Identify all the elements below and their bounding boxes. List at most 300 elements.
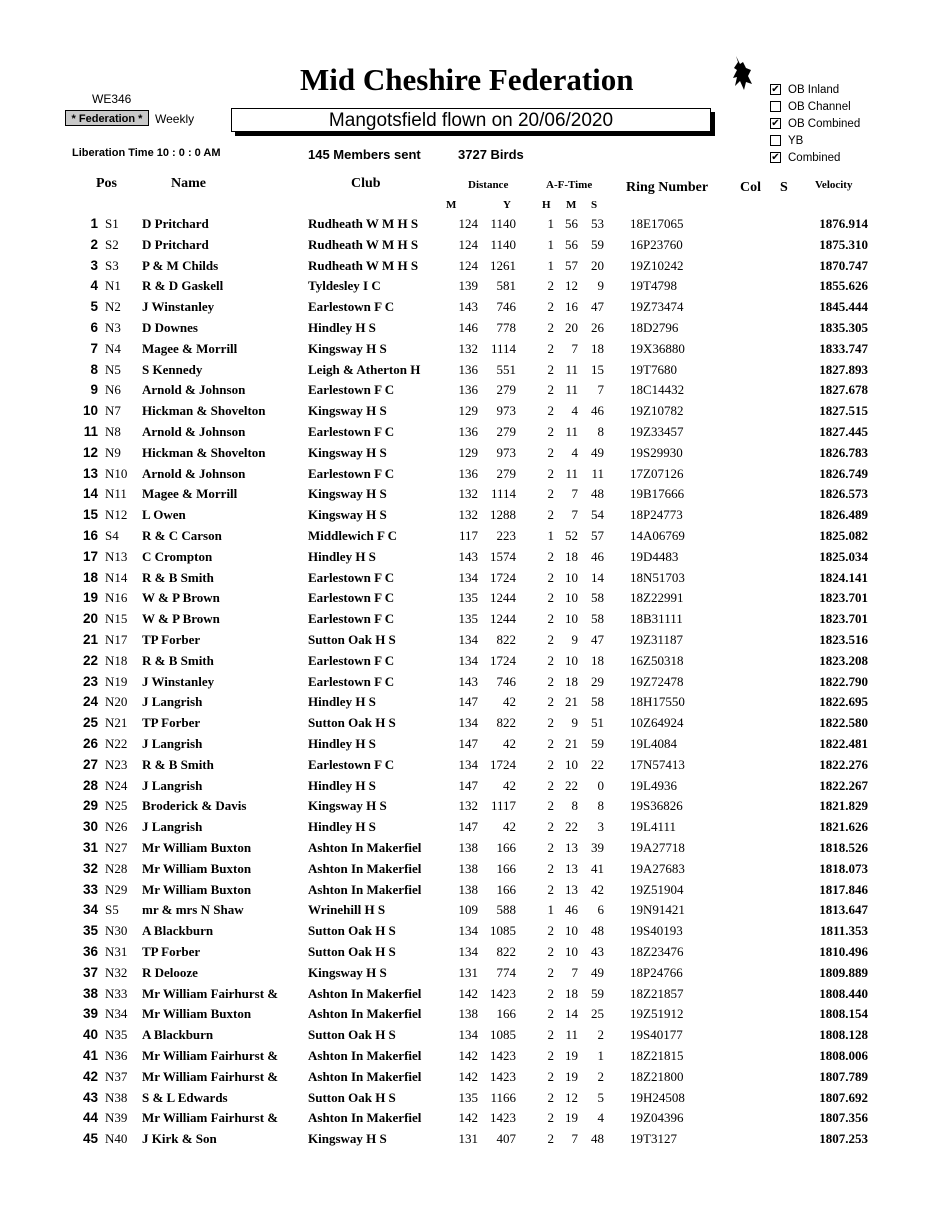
cell-name: TP Forber: [142, 632, 201, 647]
cell-time-minutes: 10: [565, 611, 578, 627]
cell-time-hours: 1: [547, 236, 554, 252]
cell-time-minutes: 7: [571, 486, 578, 502]
cell-time-hours: 2: [547, 1027, 554, 1043]
cell-distance-miles: 132: [458, 507, 478, 523]
cell-time-minutes: 21: [565, 694, 578, 710]
cell-position: 38: [82, 985, 98, 1001]
cell-distance-miles: 147: [458, 777, 478, 793]
cell-velocity: 1822.267: [819, 777, 868, 793]
cell-ring-number: 19Z72478: [630, 673, 684, 689]
table-row: [0, 278, 952, 299]
cell-distance-yards: 279: [496, 465, 516, 481]
cell-ring-number: 14A06769: [630, 528, 685, 543]
cell-ring-number: 18D2796: [630, 320, 679, 335]
cell-position: 42: [82, 1068, 98, 1084]
cell-position: 8: [90, 361, 98, 377]
cell-distance-miles: 134: [458, 756, 478, 772]
cell-ring-number: 16Z50318: [630, 652, 684, 668]
cell-velocity: 1855.626: [819, 278, 868, 294]
cell-club: Kingsway H S: [308, 403, 387, 419]
cell-time-seconds: 2: [597, 1068, 604, 1084]
cell-time-minutes: 57: [565, 257, 578, 273]
cell-position: 12: [82, 444, 98, 460]
cell-time-seconds: 11: [591, 465, 604, 481]
cell-velocity: 1876.914: [819, 216, 868, 231]
cell-velocity: 1808.440: [819, 985, 868, 1001]
cell-time-hours: 1: [547, 257, 554, 273]
cell-ring-number: 18C14432: [630, 382, 685, 398]
cell-name: Mr William Fairhurst &: [142, 1110, 279, 1126]
cell-club: Earlestown F C: [308, 424, 395, 439]
cell-position: 20: [82, 611, 98, 627]
cell-distance-yards: 223: [496, 528, 516, 543]
cell-time-minutes: 22: [565, 819, 578, 835]
cell-time-seconds: 43: [591, 944, 604, 959]
cell-position: 27: [82, 756, 98, 772]
cell-section: N35: [105, 1027, 128, 1043]
cell-distance-yards: 42: [503, 777, 516, 793]
option-label: YB: [788, 134, 804, 147]
cell-time-seconds: 49: [591, 444, 604, 460]
cell-name: Hickman & Shovelton: [142, 444, 266, 460]
table-row: [0, 965, 952, 986]
cell-distance-yards: 1423: [490, 1110, 516, 1126]
cell-time-minutes: 9: [571, 715, 578, 731]
cell-ring-number: 18H17550: [630, 694, 685, 710]
cell-section: N39: [105, 1110, 128, 1126]
cell-ring-number: 18B31111: [630, 611, 683, 627]
cell-distance-miles: 132: [458, 798, 478, 814]
cell-time-minutes: 12: [565, 1089, 578, 1105]
cell-distance-yards: 746: [496, 673, 516, 689]
cell-name: C Crompton: [142, 548, 213, 564]
cell-section: N26: [105, 819, 128, 835]
cell-club: Earlestown F C: [308, 652, 395, 668]
option-item[interactable]: [770, 98, 860, 115]
cell-club: Hindley H S: [308, 777, 376, 793]
cell-section: N13: [105, 548, 128, 564]
cell-time-hours: 2: [547, 1131, 554, 1147]
cell-distance-miles: 136: [458, 465, 478, 481]
cell-name: L Owen: [142, 507, 186, 523]
table-row: [0, 986, 952, 1007]
cell-time-minutes: 10: [565, 923, 578, 939]
table-row: [0, 258, 952, 279]
cell-name: J Langrish: [142, 694, 203, 710]
cell-distance-miles: 142: [458, 985, 478, 1001]
table-row: [0, 570, 952, 591]
cell-name: S Kennedy: [142, 361, 203, 377]
cell-time-seconds: 0: [597, 777, 604, 793]
cell-time-minutes: 11: [565, 465, 578, 481]
cell-position: 30: [82, 819, 98, 835]
cell-position: 39: [82, 1006, 98, 1022]
cell-distance-yards: 1288: [490, 507, 516, 523]
options-panel: [770, 81, 860, 166]
cell-time-seconds: 14: [591, 569, 604, 585]
cell-distance-miles: 142: [458, 1048, 478, 1063]
cell-ring-number: 19Z73474: [630, 299, 684, 315]
cell-time-seconds: 47: [591, 632, 604, 647]
cell-position: 11: [83, 424, 98, 439]
cell-name: Mr William Fairhurst &: [142, 1048, 279, 1063]
cell-distance-yards: 1724: [490, 756, 516, 772]
cell-time-hours: 2: [547, 840, 554, 855]
cell-distance-yards: 1574: [490, 548, 516, 564]
col-header-mm: M: [566, 199, 577, 211]
option-item[interactable]: [770, 115, 860, 132]
cell-ring-number: 10Z64924: [630, 715, 684, 731]
cell-distance-yards: 822: [496, 715, 516, 731]
cell-club: Ashton In Makerfiel: [308, 985, 422, 1001]
cell-position: 34: [82, 902, 98, 918]
cell-section: N30: [105, 923, 128, 939]
cell-velocity: 1827.678: [819, 382, 868, 398]
cell-time-minutes: 7: [571, 340, 578, 356]
cell-time-seconds: 4: [597, 1110, 604, 1126]
cell-velocity: 1822.695: [819, 694, 868, 710]
cell-distance-yards: 166: [496, 860, 516, 876]
cell-time-minutes: 13: [565, 840, 578, 855]
table-row: [0, 549, 952, 570]
cell-name: J Langrish: [142, 736, 203, 751]
cell-time-hours: 2: [547, 1006, 554, 1022]
col-header-club: Club: [351, 176, 381, 191]
cell-ring-number: 18N51703: [630, 569, 685, 585]
cell-velocity: 1817.846: [819, 881, 868, 897]
cell-velocity: 1870.747: [819, 257, 868, 273]
cell-distance-yards: 1244: [490, 611, 516, 627]
cell-position: 37: [82, 964, 98, 980]
cell-distance-yards: 1114: [490, 340, 516, 356]
cell-position: 21: [82, 632, 98, 647]
cell-velocity: 1823.701: [819, 590, 868, 606]
cell-club: Ashton In Makerfiel: [308, 881, 422, 897]
cell-ring-number: 18E17065: [630, 216, 684, 231]
cell-name: J Winstanley: [142, 299, 215, 315]
cell-position: 45: [82, 1131, 98, 1147]
cell-club: Sutton Oak H S: [308, 715, 396, 731]
cell-time-minutes: 18: [565, 548, 578, 564]
cell-name: J Langrish: [142, 819, 203, 835]
table-row: [0, 736, 952, 757]
cell-time-seconds: 59: [591, 736, 604, 751]
cell-velocity: 1807.356: [819, 1110, 868, 1126]
cell-time-minutes: 52: [565, 528, 578, 543]
cell-position: 32: [82, 860, 98, 876]
table-row: [0, 694, 952, 715]
cell-time-minutes: 11: [565, 382, 578, 398]
cell-time-hours: 2: [547, 944, 554, 959]
cell-velocity: 1822.276: [819, 756, 868, 772]
cell-velocity: 1826.573: [819, 486, 868, 502]
cell-time-seconds: 3: [597, 819, 604, 835]
cell-time-hours: 2: [547, 611, 554, 627]
cell-distance-miles: 135: [458, 590, 478, 606]
cell-distance-yards: 1085: [490, 1027, 516, 1043]
cell-distance-miles: 143: [458, 299, 478, 315]
cell-club: Kingsway H S: [308, 507, 387, 523]
cell-time-seconds: 1: [597, 1048, 604, 1063]
cell-time-hours: 2: [547, 652, 554, 668]
table-row: [0, 424, 952, 445]
cell-ring-number: 19Z31187: [630, 632, 683, 647]
cell-distance-yards: 279: [496, 382, 516, 398]
cell-time-hours: 2: [547, 444, 554, 460]
cell-position: 33: [82, 881, 98, 897]
option-item[interactable]: [770, 149, 860, 166]
option-label: Combined: [788, 151, 841, 164]
cell-time-seconds: 46: [591, 403, 604, 419]
cell-distance-yards: 973: [496, 444, 516, 460]
cell-distance-miles: 134: [458, 632, 478, 647]
col-header-pos: Pos: [96, 176, 117, 191]
cell-time-minutes: 10: [565, 590, 578, 606]
cell-section: N36: [105, 1048, 128, 1063]
cell-distance-miles: 138: [458, 1006, 478, 1022]
table-row: [0, 944, 952, 965]
cell-position: 31: [82, 840, 98, 855]
cell-position: 25: [82, 715, 98, 731]
cell-section: S3: [105, 257, 119, 273]
cell-time-seconds: 25: [591, 1006, 604, 1022]
cell-time-seconds: 26: [591, 320, 604, 335]
checkbox-empty-icon[interactable]: [770, 101, 781, 112]
cell-time-hours: 2: [547, 1110, 554, 1126]
cell-time-hours: 2: [547, 632, 554, 647]
cell-position: 2: [90, 236, 98, 252]
cell-name: R & B Smith: [142, 652, 214, 668]
cell-ring-number: 19A27683: [630, 860, 685, 876]
cell-time-hours: 2: [547, 507, 554, 523]
cell-name: mr & mrs N Shaw: [142, 902, 244, 918]
cell-club: Earlestown F C: [308, 590, 395, 606]
cell-time-seconds: 22: [591, 756, 604, 772]
cell-position: 9: [90, 382, 98, 398]
cell-distance-yards: 746: [496, 299, 516, 315]
col-header-col: Col: [740, 180, 761, 195]
cell-ring-number: 18Z21800: [630, 1068, 684, 1084]
cell-time-seconds: 57: [591, 528, 604, 543]
cell-position: 17: [82, 548, 98, 564]
cell-time-seconds: 15: [591, 361, 604, 377]
cell-time-seconds: 58: [591, 694, 604, 710]
cell-velocity: 1808.154: [819, 1006, 868, 1022]
table-row: [0, 715, 952, 736]
table-row: [0, 757, 952, 778]
cell-name: D Pritchard: [142, 216, 209, 231]
cell-distance-yards: 1117: [490, 798, 516, 814]
cell-time-minutes: 7: [571, 1131, 578, 1147]
cell-club: Earlestown F C: [308, 673, 395, 689]
table-row: [0, 528, 952, 549]
cell-time-minutes: 46: [565, 902, 578, 918]
weekly-label: Weekly: [155, 112, 195, 126]
cell-section: N16: [105, 590, 128, 606]
cell-section: N2: [105, 299, 121, 315]
table-row: [0, 237, 952, 258]
cell-distance-miles: 147: [458, 736, 478, 751]
cell-ring-number: 16P23760: [630, 236, 683, 252]
cell-time-seconds: 18: [591, 340, 604, 356]
cell-club: Tyldesley I C: [308, 278, 381, 294]
option-label: OB Combined: [788, 117, 861, 130]
cell-distance-yards: 42: [503, 694, 516, 710]
cell-velocity: 1825.082: [819, 528, 868, 543]
cell-distance-yards: 1244: [490, 590, 516, 606]
cell-time-minutes: 10: [565, 569, 578, 585]
cell-club: Sutton Oak H S: [308, 923, 396, 939]
cell-distance-miles: 134: [458, 569, 478, 585]
cell-position: 22: [82, 652, 98, 668]
cell-distance-miles: 138: [458, 840, 478, 855]
cell-ring-number: 19D4483: [630, 548, 679, 564]
cell-time-minutes: 21: [565, 736, 578, 751]
cell-ring-number: 18P24773: [630, 507, 683, 523]
table-row: [0, 861, 952, 882]
checkbox-checked-icon[interactable]: ✔: [771, 118, 780, 129]
cell-velocity: 1827.893: [819, 361, 868, 377]
birds-sent: 3727 Birds: [458, 147, 524, 162]
cell-distance-miles: 129: [458, 403, 478, 419]
cell-distance-miles: 134: [458, 923, 478, 939]
cell-section: N6: [105, 382, 121, 398]
cell-ring-number: 19L4936: [630, 777, 677, 793]
cell-time-hours: 1: [547, 902, 554, 918]
cell-position: 28: [82, 777, 98, 793]
option-item[interactable]: [770, 81, 860, 98]
checkbox-checked-icon[interactable]: ✔: [771, 84, 780, 95]
cell-section: S5: [105, 902, 119, 918]
cell-section: N11: [105, 486, 127, 502]
cell-distance-miles: 136: [458, 382, 478, 398]
cell-ring-number: 19Z51912: [630, 1006, 684, 1022]
cell-ring-number: 19N91421: [630, 902, 685, 918]
cell-club: Ashton In Makerfiel: [308, 1068, 422, 1084]
cell-section: N25: [105, 798, 128, 814]
race-subtitle: Mangotsfield flown on 20/06/2020: [231, 108, 711, 132]
cell-name: R & B Smith: [142, 569, 214, 585]
cell-velocity: 1835.305: [819, 320, 868, 335]
checkbox-checked-icon[interactable]: ✔: [771, 152, 780, 163]
cell-time-hours: 2: [547, 819, 554, 835]
cell-club: Kingsway H S: [308, 486, 387, 502]
cell-club: Ashton In Makerfiel: [308, 860, 422, 876]
cell-distance-yards: 1423: [490, 985, 516, 1001]
cell-time-seconds: 18: [591, 652, 604, 668]
cell-distance-miles: 109: [458, 902, 478, 918]
cell-ring-number: 19X36880: [630, 340, 685, 356]
cell-club: Sutton Oak H S: [308, 944, 396, 959]
cell-club: Ashton In Makerfiel: [308, 1048, 422, 1063]
cell-time-hours: 2: [547, 694, 554, 710]
cell-position: 35: [82, 923, 98, 939]
cell-time-minutes: 18: [565, 985, 578, 1001]
cell-distance-yards: 1261: [490, 257, 516, 273]
cell-time-hours: 2: [547, 715, 554, 731]
checkbox-empty-icon[interactable]: [770, 135, 781, 146]
cell-section: S4: [105, 528, 119, 543]
col-header-aftime: A-F-Time: [546, 179, 593, 191]
cell-time-seconds: 39: [591, 840, 604, 855]
cell-ring-number: 19S40193: [630, 923, 683, 939]
cell-position: 16: [82, 528, 98, 543]
cell-distance-yards: 774: [496, 964, 516, 980]
cell-distance-yards: 1166: [490, 1089, 516, 1105]
cell-section: N15: [105, 611, 128, 627]
cell-name: S & L Edwards: [142, 1089, 228, 1105]
cell-distance-miles: 139: [458, 278, 478, 294]
cell-ring-number: 19S29930: [630, 444, 683, 460]
cell-distance-miles: 136: [458, 424, 478, 439]
cell-name: J Langrish: [142, 777, 203, 793]
cell-ring-number: 18Z22991: [630, 590, 684, 606]
cell-ring-number: 18Z21815: [630, 1048, 684, 1063]
cell-distance-miles: 131: [458, 964, 478, 980]
cell-time-hours: 2: [547, 320, 554, 335]
cell-name: Arnold & Johnson: [142, 382, 246, 398]
cell-position: 6: [90, 320, 98, 335]
cell-time-seconds: 8: [597, 798, 604, 814]
cell-time-seconds: 5: [597, 1089, 604, 1105]
table-row: [0, 902, 952, 923]
cell-time-seconds: 47: [591, 299, 604, 315]
cell-distance-yards: 1423: [490, 1068, 516, 1084]
cell-distance-miles: 142: [458, 1068, 478, 1084]
cell-velocity: 1821.626: [819, 819, 868, 835]
col-header-velocity: Velocity: [815, 179, 853, 191]
table-row: [0, 341, 952, 362]
cell-section: N20: [105, 694, 128, 710]
option-item[interactable]: [770, 132, 860, 149]
cell-time-minutes: 19: [565, 1110, 578, 1126]
cell-name: W & P Brown: [142, 590, 220, 606]
cell-time-seconds: 20: [591, 257, 604, 273]
cell-velocity: 1822.790: [819, 673, 868, 689]
cell-section: N17: [105, 632, 128, 647]
cell-time-minutes: 7: [571, 964, 578, 980]
cell-club: Ashton In Makerfiel: [308, 840, 422, 855]
cell-time-hours: 2: [547, 673, 554, 689]
cell-distance-miles: 131: [458, 1131, 478, 1147]
cell-name: Mr William Fairhurst &: [142, 1068, 279, 1084]
federation-button[interactable]: * Federation *: [65, 110, 149, 126]
cell-name: R Delooze: [142, 964, 198, 980]
cell-distance-yards: 778: [496, 320, 516, 335]
cell-time-seconds: 6: [597, 902, 604, 918]
cell-time-hours: 2: [547, 465, 554, 481]
members-sent: 145 Members sent: [308, 147, 421, 162]
cell-time-minutes: 19: [565, 1068, 578, 1084]
cell-velocity: 1824.141: [819, 569, 868, 585]
table-row: [0, 382, 952, 403]
cell-section: N38: [105, 1089, 128, 1105]
cell-velocity: 1827.515: [819, 403, 868, 419]
cell-club: Ashton In Makerfiel: [308, 1006, 422, 1022]
cell-velocity: 1826.749: [819, 465, 868, 481]
cell-time-seconds: 48: [591, 923, 604, 939]
cell-time-seconds: 2: [597, 1027, 604, 1043]
table-row: [0, 507, 952, 528]
cell-club: Earlestown F C: [308, 299, 395, 315]
cell-distance-miles: 135: [458, 1089, 478, 1105]
report-code: WE346: [92, 92, 132, 106]
cell-club: Kingsway H S: [308, 444, 387, 460]
cell-time-minutes: 11: [565, 361, 578, 377]
cell-time-hours: 2: [547, 964, 554, 980]
col-header-h: H: [542, 199, 551, 211]
cell-position: 15: [82, 507, 98, 523]
